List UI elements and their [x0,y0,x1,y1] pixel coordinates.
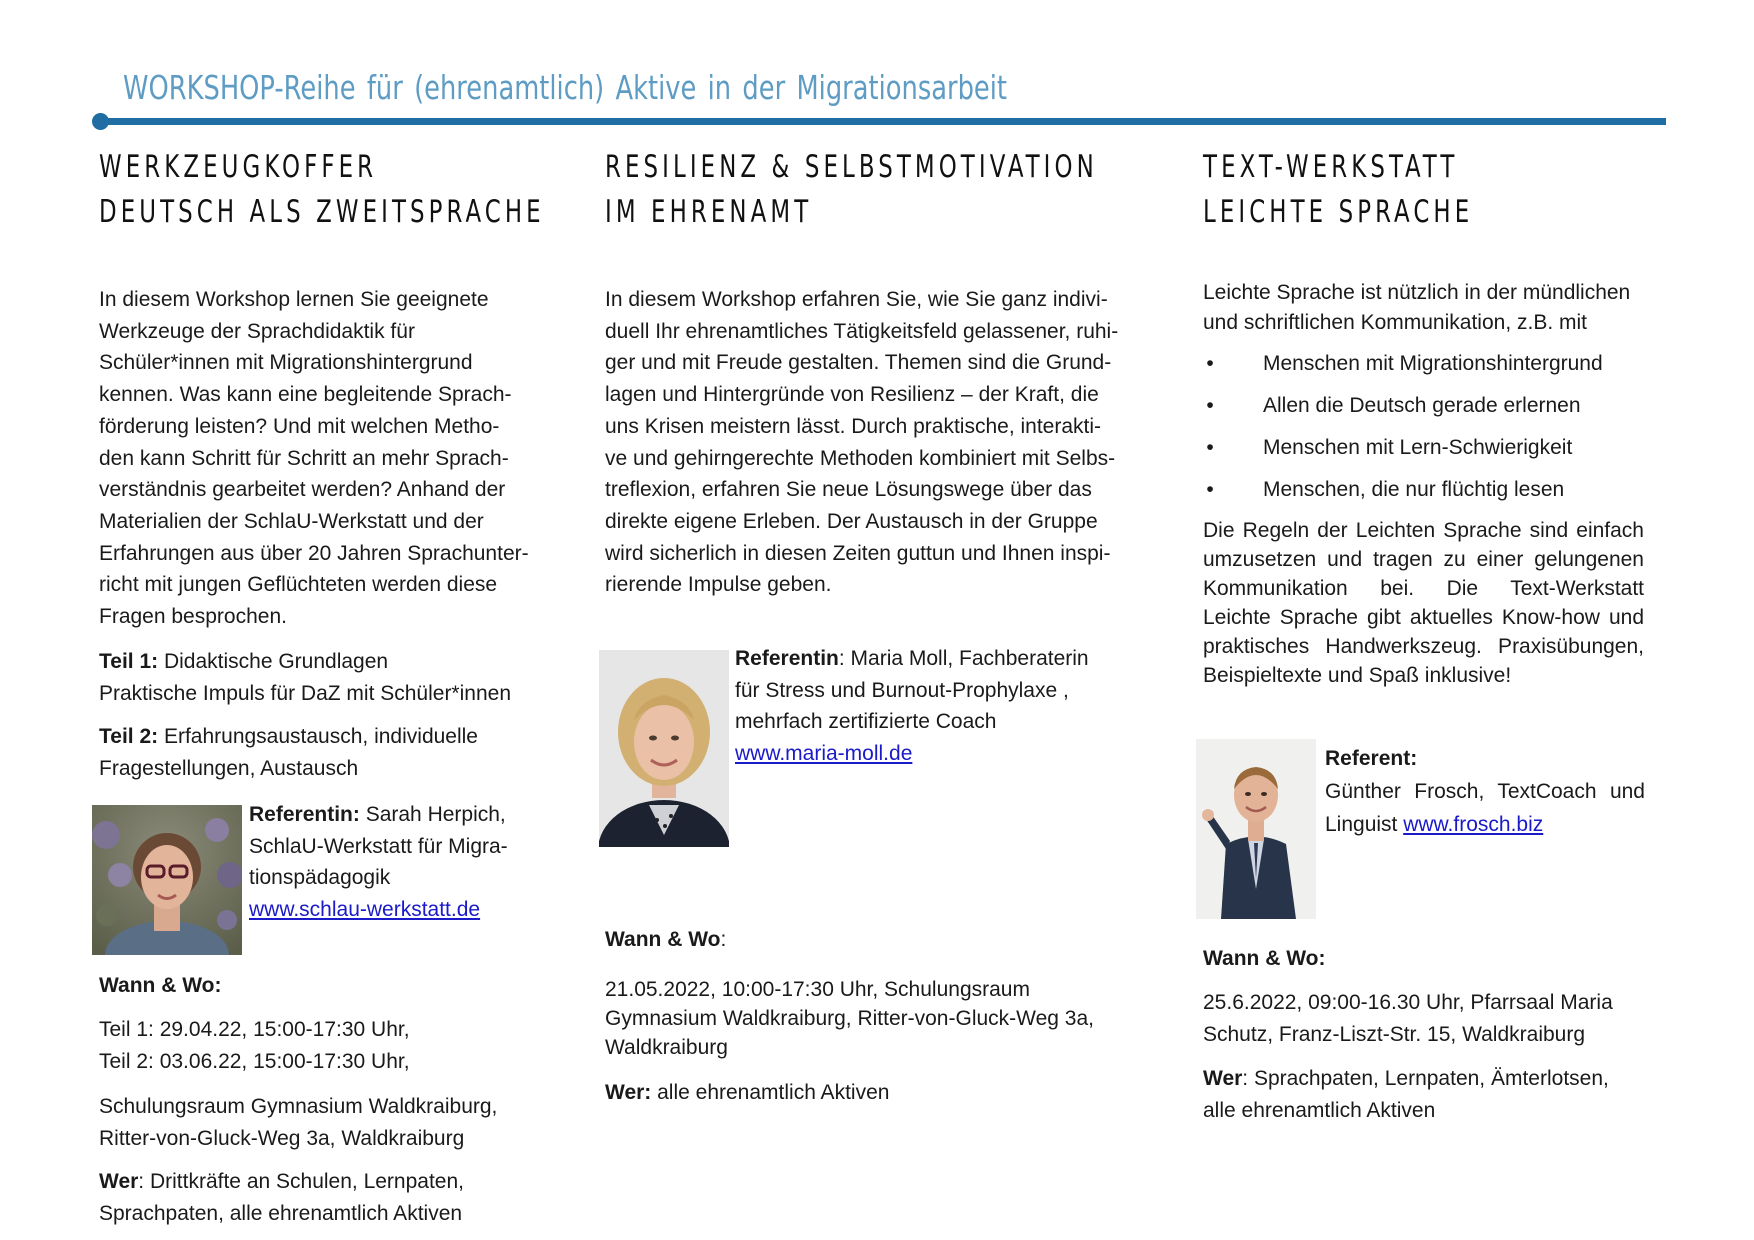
text-line: verständnis gearbeitet werden? Anhand der [99,478,506,502]
referent-name: : Maria Moll, Fachberaterin [838,647,1089,670]
text-line: Leichte Sprache ist nützlich in der mündlichen [1203,281,1631,304]
teil1-text: Didaktische Grundlagen [158,650,389,673]
list-item [1203,475,1643,517]
wann-colon: : [720,928,727,951]
teil2-text: Erfahrungsaustausch, individuelle [158,725,478,748]
teil2-label: Teil 2: [99,725,159,748]
text-line: rierende Impulse geben. [605,573,832,597]
wer-text: alle ehrenamtlich Aktiven [651,1081,890,1104]
text-line: Waldkraiburg [605,1036,728,1059]
bullet-icon: • [1206,436,1214,459]
col3-rules [1203,516,1644,690]
col1-teil2 [99,721,478,784]
list-item [1203,433,1643,475]
col3-wer [1203,1063,1609,1126]
list-item-text: Menschen mit Lern-Schwierigkeit [1263,436,1573,459]
col1-intro [99,284,529,633]
list-item [1203,391,1643,433]
text-line: Teil 2: 03.06.22, 15:00-17:30 Uhr, [99,1049,410,1073]
referent-link-schlau[interactable]: www.schlau-werkstatt.de [249,898,481,922]
col1-teil1 [99,646,511,709]
text-line: Schüler*innen mit Migrationshintergrund [99,351,473,375]
text-line: förderung leisten? Und mit welchen Metho- [99,414,500,438]
col3-referent [1325,742,1645,841]
header-title: WORKSHOP-Reihe für (ehrenamtlich) Aktive in der Migrationsarbeit [123,68,1008,107]
bullet-icon: • [1206,394,1214,417]
referent-name: Sarah Herpich, [359,803,506,826]
teil1-label: Teil 1: [99,650,159,673]
col2-wer [605,1077,889,1109]
referent-photo-moll [599,650,729,847]
text-line: SchlaU-Werkstatt für Migra- [249,834,508,858]
referent-label: Referent: [1325,747,1418,770]
text-line: Teil 1: 29.04.22, 15:00-17:30 Uhr, [99,1018,410,1041]
col2-intro [605,284,1118,601]
text-line: praktisches Handwerkszeug. Praxisübungen, [1203,635,1644,658]
referent-text: Linguist [1325,813,1404,836]
col1-referent [249,799,508,926]
text-line: Ritter-von-Gluck-Weg 3a, Waldkraiburg [99,1126,465,1150]
text-line: kennen. Was kann eine begleitende Sprach- [99,383,512,407]
col2-wann-label-block [605,924,726,956]
text-line: Kommunikation bei. Die Text-Werkstatt [1203,577,1644,600]
col1-title-line: DEUTSCH ALS ZWEITSPRACHE [99,194,545,230]
text-line: Materialien der SchlaU-Werkstatt und der [99,509,484,533]
bullet-icon: • [1206,352,1214,375]
text-line: ger und mit Freude gestalten. Themen sind die Grund- [605,351,1112,375]
text-line: tionspädagogik [249,866,391,890]
text-line: treflexion, erfahren Sie neue Lösungswege über das [605,478,1092,502]
text-line: Erfahrungen aus über 20 Jahren Sprachunter- [99,541,529,565]
wer-label: Wer [1203,1067,1243,1090]
col1-title-line: WERKZEUGKOFFER [99,149,378,185]
text-line: und schriftlichen Kommunikation, z.B. mit [1203,311,1587,334]
col3-wann [1203,987,1613,1050]
col3-title-line: LEICHTE SPRACHE [1203,194,1474,230]
col3-title [1203,145,1473,235]
text-line: mehrfach zertifizierte Coach [735,710,997,734]
referent-link-moll[interactable]: www.maria-moll.de [735,742,913,766]
text-line: Schutz, Franz-Liszt-Str. 15, Waldkraiburg [1203,1022,1586,1046]
referent-photo-frosch [1196,739,1316,919]
text-line: Leichte Sprache gibt aktuelles Know-how und [1203,606,1644,629]
col2-title-line: IM EHRENAMT [605,194,813,230]
col1-wann [99,1014,410,1077]
referent-photo-herpich [92,805,242,955]
text-line: richt mit jungen Geflüchteten werden diese [99,573,498,597]
text-line: Gymnasium Waldkraiburg, Ritter-von-Gluck-Weg 3a, [605,1007,1094,1030]
text-line: den kann Schritt für Schritt an mehr Sprach- [99,446,509,470]
col2-title [605,145,1098,235]
col2-title-line: RESILIENZ & SELBSTMOTIVATION [605,149,1098,185]
col2-wann [605,975,1094,1062]
text-line: Beispieltexte und Spaß inklusive! [1203,664,1512,687]
text-line: Fragen besprochen. [99,605,287,629]
col1-wann-label-block [99,970,221,1002]
col1-wer [99,1166,464,1229]
header-rule [100,118,1666,125]
text-line: 21.05.2022, 10:00-17:30 Uhr, Schulungsraum [605,978,1030,1001]
list-item-text: Menschen, die nur flüchtig lesen [1263,478,1565,501]
col1-ort [99,1091,497,1154]
list-item-text: Allen die Deutsch gerade erlernen [1263,394,1581,417]
col2-referent [735,643,1089,770]
col3-title-line: TEXT-WERKSTATT [1203,149,1459,185]
text-line: Sprachpaten, alle ehrenamtlich Aktiven [99,1201,463,1225]
text-line: Schulungsraum Gymnasium Waldkraiburg, [99,1095,498,1118]
referent-label: Referentin: [249,803,360,826]
text-line: In diesem Workshop erfahren Sie, wie Sie ganz indivi- [605,288,1108,311]
list-item [1203,349,1643,391]
bullet-icon: • [1206,478,1214,501]
wann-label: Wann & Wo: [1203,947,1326,970]
referent-label: Referentin [735,647,839,670]
wann-label: Wann & Wo: [99,974,222,997]
text-line: ve und gehirngerechte Methoden kombiniert mit Selbs- [605,446,1116,470]
col1-title [99,145,545,235]
col3-wann-label-block [1203,943,1325,975]
text-line: alle ehrenamtlich Aktiven [1203,1098,1436,1122]
col3-intro [1203,278,1630,338]
text-line: direkte eigene Erleben. Der Austausch in der Gruppe [605,509,1098,533]
text-line: In diesem Workshop lernen Sie geeignete [99,288,489,311]
text-line: wird sicherlich in diesen Zeiten guttun und Ihnen inspi- [605,541,1111,565]
text-line: duell Ihr ehrenamtliches Tätigkeitsfeld gelassener, ruhi- [605,319,1119,343]
wer-text: : Sprachpaten, Lernpaten, Ämterlotsen, [1242,1067,1609,1090]
text-line: lagen und Hintergründe von Resilienz – der Kraft, die [605,383,1099,407]
text-line: für Stress und Burnout-Prophylaxe , [735,678,1069,702]
text-line: Günther Frosch, TextCoach und [1325,780,1645,803]
referent-link-frosch[interactable]: www.frosch.biz [1403,813,1544,836]
text-line: uns Krisen meistern lässt. Durch praktische, interakti- [605,414,1102,438]
text-line: 25.6.2022, 09:00-16.30 Uhr, Pfarrsaal Maria [1203,991,1613,1014]
wann-label: Wann & Wo [605,928,721,951]
text-line: Werkzeuge der Sprachdidaktik für [99,319,415,343]
text-line: Die Regeln der Leichten Sprache sind einfach [1203,519,1644,542]
text-line: Praktische Impuls für DaZ mit Schüler*innen [99,681,511,705]
wer-label: Wer [99,1170,139,1193]
audience-list [1203,349,1643,517]
wer-text: : Drittkräfte an Schulen, Lernpaten, [138,1170,464,1193]
list-item-text: Menschen mit Migrationshintergrund [1263,352,1603,375]
text-line: umzusetzen und tragen zu einer gelungenen [1203,548,1644,571]
wer-label: Wer: [605,1081,652,1104]
text-line: Fragestellungen, Austausch [99,756,359,780]
